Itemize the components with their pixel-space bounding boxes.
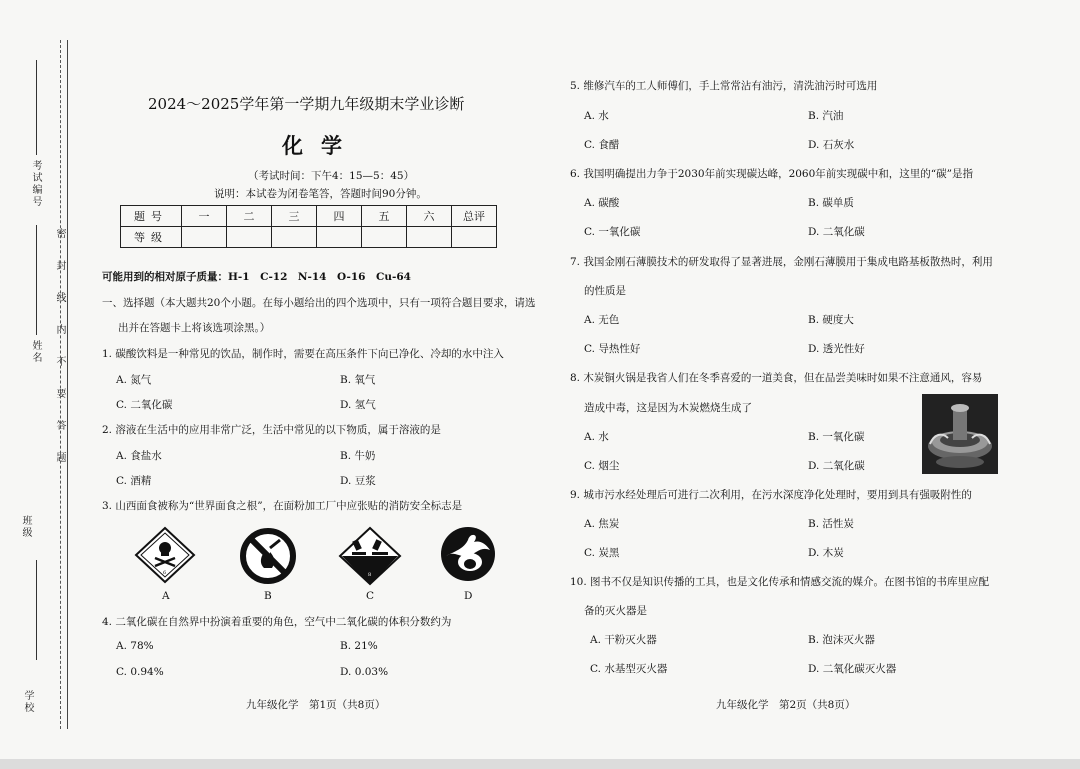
class-label: 班级 — [20, 515, 31, 539]
page-1-footer: 九年级化学 第1页（共8页） — [246, 699, 386, 711]
exam-number-label: 考试编号 — [30, 160, 41, 208]
question-2: 2. 溶液在生活中的应用非常广泛，生活中常见的以下物质，属于溶液的是 — [102, 424, 441, 436]
score-cell: 二 — [227, 206, 272, 227]
question-6: 6. 我国明确提出力争于2030年前实现碳达峰，2060年前实现碳中和，这里的“碳”是指 — [570, 168, 974, 180]
grade-label: 等级 — [121, 227, 182, 248]
page-2-footer: 九年级化学 第2页（共8页） — [716, 699, 856, 711]
seal-line-text: 密封线内不要答题 — [54, 228, 65, 484]
section-1-instructions: 一、选择题（本大题共20个小题。在每小题给出的四个选项中，只有一项符合题目要求，请选 — [102, 297, 536, 309]
question-7: 7. 我国金刚石薄膜技术的研发取得了显著进展，金刚石薄膜用于集成电路基板散热时，利用 — [570, 256, 993, 268]
q4-option-b: B. 21% — [340, 640, 378, 652]
q2-option-b: B. 牛奶 — [340, 450, 376, 462]
flame-sign-icon — [440, 526, 496, 582]
question-7-cont: 的性质是 — [584, 285, 626, 297]
score-cell: 总评 — [452, 206, 497, 227]
q8-option-c: C. 烟尘 — [584, 460, 620, 472]
q1-option-c: C. 二氧化碳 — [116, 399, 173, 411]
grade-cell[interactable] — [362, 227, 407, 248]
seal-dashed-line — [60, 40, 61, 729]
grade-cell[interactable] — [407, 227, 452, 248]
grade-cell[interactable] — [452, 227, 497, 248]
atomic-masses: 可能用到的相对原子质量：H-1 C-12 N-14 O-16 Cu-64 — [102, 271, 411, 283]
score-grade-row — [121, 227, 497, 248]
q2-option-c: C. 酒精 — [116, 475, 152, 487]
name-label: 姓名 — [30, 340, 41, 364]
q9-option-b: B. 活性炭 — [808, 518, 854, 530]
q9-option-c: C. 炭黑 — [584, 547, 620, 559]
q5-option-b: B. 汽油 — [808, 110, 844, 122]
q2-option-a: A. 食盐水 — [116, 450, 162, 462]
sign-label-c: C — [366, 590, 375, 602]
no-fire-sign-icon — [240, 528, 296, 584]
subject-title: 化学 — [282, 133, 360, 158]
question-5: 5. 维修汽车的工人师傅们，手上常常沾有油污，清洗油污时可选用 — [570, 80, 878, 92]
score-cell: 一 — [182, 206, 227, 227]
question-4: 4. 二氧化碳在自然界中扮演着重要的角色，空气中二氧化碳的体积分数约为 — [102, 616, 452, 628]
question-9: 9. 城市污水经处理后可进行二次利用，在污水深度净化处理时，要用到具有强吸附性的 — [570, 489, 972, 501]
q5-option-d: D. 石灰水 — [808, 139, 855, 151]
q4-option-c: C. 0.94% — [116, 666, 164, 678]
exam-note: 说明：本试卷为闭卷笔答，答题时间90分钟。 — [214, 188, 427, 200]
q6-option-d: D. 二氧化碳 — [808, 226, 865, 238]
q4-option-d: D. 0.03% — [340, 666, 389, 678]
q7-option-d: D. 透光性好 — [808, 343, 865, 355]
score-table — [120, 205, 497, 248]
q1-option-b: B. 氧气 — [340, 374, 376, 386]
q2-option-d: D. 豆浆 — [340, 475, 376, 487]
q8-option-d: D. 二氧化碳 — [808, 460, 865, 472]
q7-option-b: B. 硬度大 — [808, 314, 854, 326]
question-8-cont: 造成中毒，这是因为木炭燃烧生成了 — [584, 402, 752, 414]
q8-option-b: B. 一氧化碳 — [808, 431, 865, 443]
svg-text:6: 6 — [163, 570, 167, 576]
exam-number-line — [36, 60, 37, 155]
toxic-sign-icon — [134, 526, 196, 584]
q10-option-b: B. 泡沫灭火器 — [808, 634, 875, 646]
seal-line — [67, 40, 68, 729]
name-line — [36, 225, 37, 335]
q9-option-d: D. 木炭 — [808, 547, 844, 559]
q5-option-c: C. 食醋 — [584, 139, 620, 151]
score-cell: 五 — [362, 206, 407, 227]
school-label: 学校 — [22, 690, 33, 714]
q9-option-a: A. 焦炭 — [584, 518, 620, 530]
question-10-cont: 备的灭火器是 — [584, 605, 647, 617]
score-cell: 三 — [272, 206, 317, 227]
exam-title: 2024～2025学年第一学期九年级期末学业诊断 — [148, 95, 465, 113]
q1-option-a: A. 氮气 — [116, 374, 152, 386]
grade-cell[interactable] — [272, 227, 317, 248]
score-cell: 题号 — [121, 206, 182, 227]
question-3: 3. 山西面食被称为“世界面食之根”，在面粉加工厂中应张贴的消防安全标志是 — [102, 500, 463, 512]
q10-option-d: D. 二氧化碳灭火器 — [808, 663, 897, 675]
grade-cell[interactable] — [317, 227, 362, 248]
q6-option-a: A. 碳酸 — [584, 197, 620, 209]
grade-cell[interactable] — [227, 227, 272, 248]
score-header-row — [121, 206, 497, 227]
q4-option-a: A. 78% — [116, 640, 154, 652]
class-line — [36, 560, 37, 660]
q8-option-a: A. 水 — [584, 431, 609, 443]
q6-option-b: B. 碳单质 — [808, 197, 854, 209]
scan-bottom-edge — [0, 759, 1080, 769]
q7-option-a: A. 无色 — [584, 314, 620, 326]
q6-option-c: C. 一氧化碳 — [584, 226, 641, 238]
q1-option-d: D. 氢气 — [340, 399, 376, 411]
q5-option-a: A. 水 — [584, 110, 609, 122]
svg-text:8: 8 — [368, 572, 372, 578]
sign-label-d: D — [464, 590, 473, 602]
score-cell: 四 — [317, 206, 362, 227]
question-1: 1. 碳酸饮料是一种常见的饮品，制作时，需要在高压条件下向已净化、冷却的水中注入 — [102, 348, 504, 360]
question-10: 10. 图书不仅是知识传播的工具，也是文化传承和情感交流的媒介。在图书馆的书库里应配 — [570, 576, 990, 588]
corrosive-sign-icon — [338, 526, 402, 586]
grade-cell[interactable] — [182, 227, 227, 248]
sign-label-a: A — [162, 590, 170, 602]
sign-label-b: B — [264, 590, 272, 602]
exam-time: （考试时间：下午4：15—5：45） — [248, 170, 415, 182]
q10-option-c: C. 水基型灭火器 — [590, 663, 668, 675]
q10-option-a: A. 干粉灭火器 — [590, 634, 657, 646]
question-8: 8. 木炭铜火锅是我省人们在冬季喜爱的一道美食，但在品尝美味时如果不注意通风，容易 — [570, 372, 983, 384]
score-cell: 六 — [407, 206, 452, 227]
section-1-instructions-cont: 出并在答题卡上将该选项涂黑。） — [118, 322, 271, 334]
hotpot-photo — [922, 394, 998, 474]
q7-option-c: C. 导热性好 — [584, 343, 641, 355]
